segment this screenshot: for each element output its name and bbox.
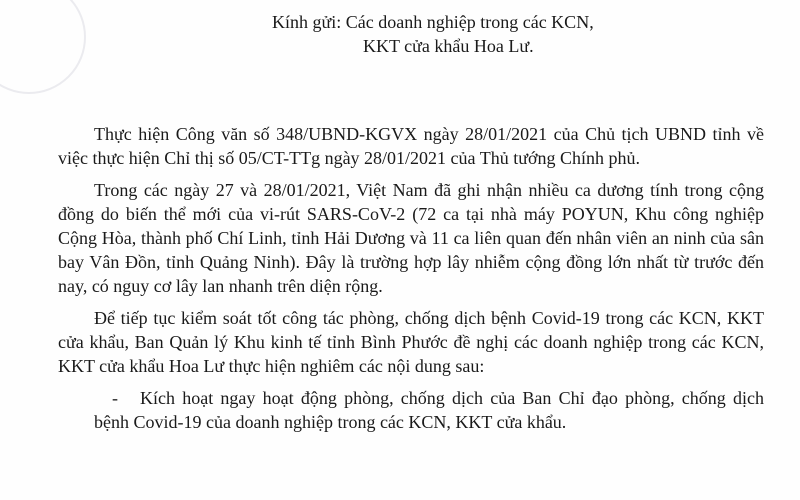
paragraph-reference: Thực hiện Công văn số 348/UBND-KGVX ngày 28/01/2021 của Chủ tịch UBND tỉnh về việc thực hiện Chỉ thị số 05/CT-TTg ngày 28/01/2021 của Thủ tướng Chính phủ. — [58, 124, 764, 168]
paragraph-situation: Trong các ngày 27 và 28/01/2021, Việt Nam đã ghi nhận nhiều ca dương tính trong cộng đồng do biến thể mới của vi-rút SARS-CoV-2 (72 ca tại nhà máy POYUN, Khu công nghiệp Cộng Hòa, thành phố Chí Linh, tỉnh Hải Dương và 11 ca liên quan đến nhân viên an ninh của sân bay Vân Đồn, tỉnh Quảng Ninh). Đây là trường hợp lây nhiễm cộng đồng lớn nhất từ trước đến nay, có nguy cơ lây lan nhanh trên diện rộng. — [58, 180, 764, 296]
salutation-line-2: KKT cửa khẩu Hoa Lư. — [363, 36, 534, 56]
paragraph-request: Để tiếp tục kiểm soát tốt công tác phòng, chống dịch bệnh Covid-19 trong các KCN, KKT cửa khẩu, Ban Quản lý Khu kinh tế tỉnh Bình Phước đề nghị các doanh nghiệp trong các KCN, KKT cửa khẩu Hoa Lư thực hiện nghiêm các nội dung sau: — [58, 308, 764, 376]
bullet-text: Kích hoạt ngay hoạt động phòng, chống dịch của Ban Chỉ đạo phòng, chống dịch bệnh Covid-19 của doanh nghiệp trong các KCN, KKT cửa khẩu. — [94, 388, 764, 432]
list-item — [58, 386, 764, 434]
salutation — [272, 10, 594, 58]
document-body — [58, 122, 764, 434]
seal-remnant-icon — [0, 0, 86, 94]
salutation-line-1: Kính gửi: Các doanh nghiệp trong các KCN, — [272, 12, 594, 32]
bullet-dash: - — [112, 388, 118, 408]
